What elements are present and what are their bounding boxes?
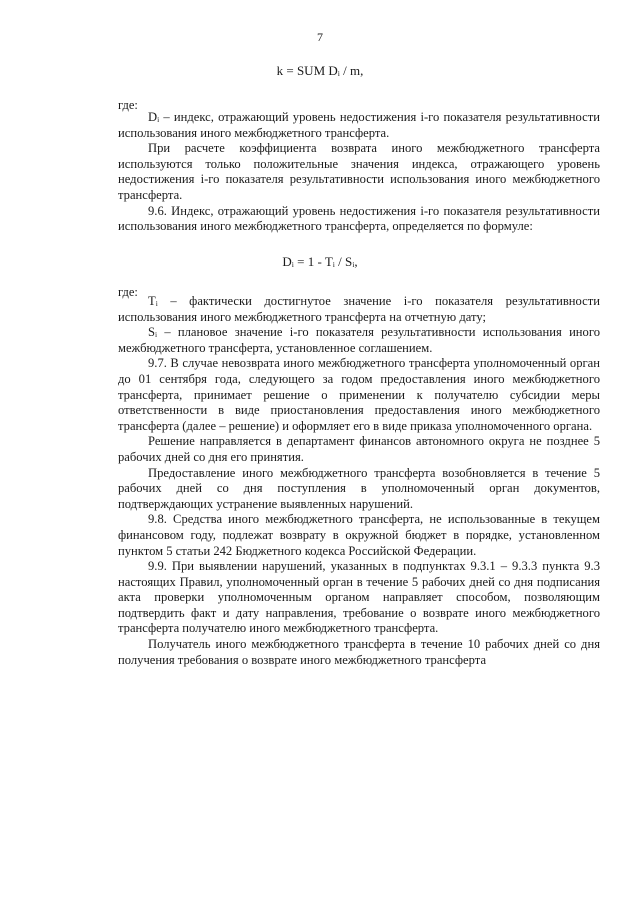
where-label: где: — [118, 285, 138, 299]
where-label: где: — [118, 98, 138, 112]
formula-k: k = SUM Dᵢ / m, — [276, 63, 364, 78]
paragraph: Решение направляется в департамент финансов автономного округа не позднее 5 рабочих дней со дня его принятия. — [118, 434, 600, 464]
paragraph: Предоставление иного межбюджетного трансферта возобновляется в течение 5 рабочих дней со дня поступления в уполномоченный орган документов, подтверждающих устранение выявленных нарушений. — [118, 465, 600, 511]
page-number: 7 — [317, 30, 323, 44]
paragraph: Dᵢ – индекс, отражающий уровень недостижения i-го показателя результативности использования иного межбюджетного трансферта. — [118, 110, 600, 140]
text-block-2 — [118, 294, 600, 668]
formula-d: Dᵢ = 1 - Tᵢ / Sᵢ, — [282, 254, 358, 269]
paragraph: Sᵢ – плановое значение i-го показателя результативности использования иного межбюджетного трансферта, установленное соглашением. — [118, 325, 600, 355]
paragraph: При расчете коэффициента возврата иного межбюджетного трансферта используются только положительные значения индекса, отражающего уровень недостижения i-го показателя результативности использования иного межбюджетного трансферта. — [118, 141, 600, 202]
paragraph: Tᵢ – фактически достигнутое значение i-го показателя результативности использования иного межбюджетного трансферта на отчетную дату; — [118, 294, 600, 324]
paragraph: 9.8. Средства иного межбюджетного трансферта, не использованные в текущем финансовом году, подлежат возврату в окружной бюджет в порядке, установленном пунктом 5 статьи 242 Бюджетного кодекса Российской Федерации. — [118, 512, 600, 558]
paragraph: 9.6. Индекс, отражающий уровень недостижения i-го показателя результативности использования иного межбюджетного трансферта, определяется по формуле: — [118, 203, 600, 234]
paragraph: 9.9. При выявлении нарушений, указанных в подпунктах 9.3.1 – 9.3.3 пункта 9.3 настоящих Правил, уполномоченный орган в течение 5 рабочих дней со дня подписания акта проверки уполномоченным органом направляет способом, позволяющим подтвердить факт и дату направления, требование о возврате иного межбюджетного трансферта получателю иного межбюджетного трансферта. — [118, 559, 600, 636]
paragraph: 9.7. В случае невозврата иного межбюджетного трансферта уполномоченный орган до 01 сентября года, следующего за годом предоставления иного межбюджетного трансферта, принимает решение о применении к получателю субсидии меры ответственности в виде приостановления предоставления иного межбюджетного трансферта (далее – решение) и оформляет его в виде приказа уполномоченного органа. — [118, 356, 600, 433]
paragraph: Получатель иного межбюджетного трансферта в течение 10 рабочих дней со дня получения требования о возврате иного межбюджетного трансферта — [118, 637, 600, 667]
text-block-1 — [118, 110, 600, 235]
